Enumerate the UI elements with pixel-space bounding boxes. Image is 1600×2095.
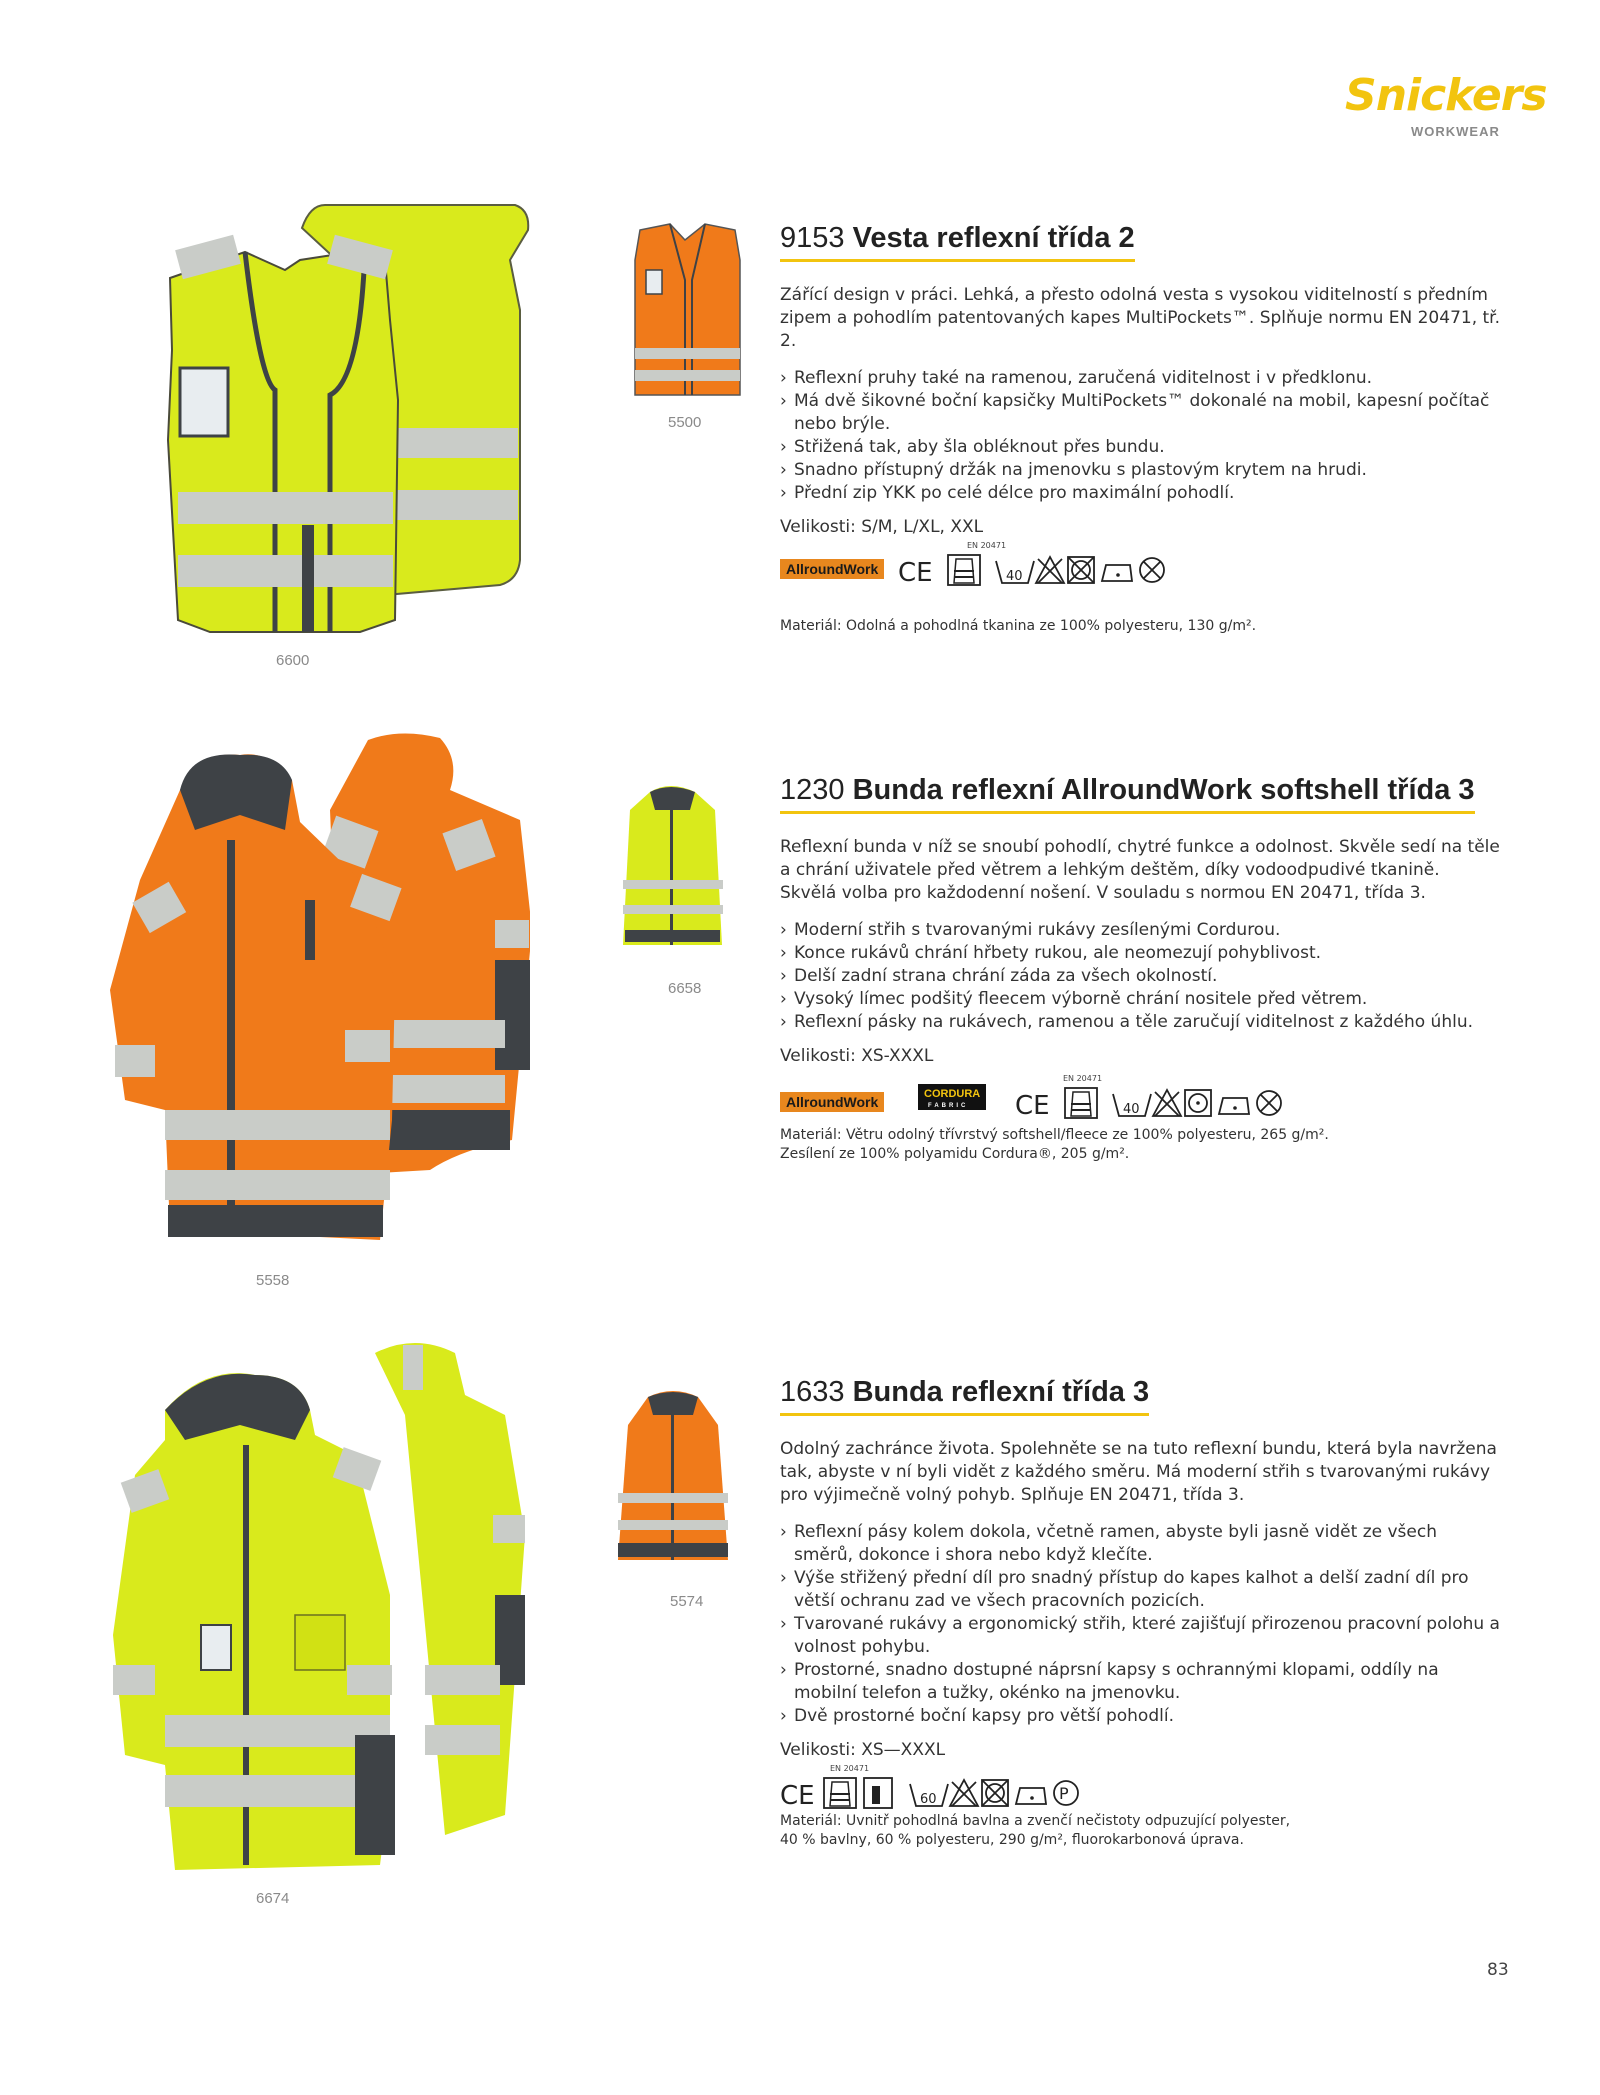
feature-item: › Delší zadní strana chrání záda za všech okolností. [780, 965, 1500, 988]
jacket-back [375, 1343, 525, 1835]
certification-icons [780, 1074, 1500, 1122]
allroundwork-badge: AllroundWork [780, 559, 884, 579]
product-image-vest-thumb [630, 220, 745, 400]
no-bleach-icon [1153, 1090, 1181, 1116]
material-line: Zesílení ze 100% polyamidu Cordura®, 205 g/m². [780, 1146, 1130, 1162]
feature-item: › Reflexní pásky na rukávech, ramenou a těle zaručují viditelnost z každého úhlu. [780, 1011, 1500, 1034]
garment-pictogram-icon [864, 1778, 892, 1808]
snickers-logo [1345, 70, 1547, 145]
no-tumble-dry-icon [982, 1780, 1008, 1806]
product-name: Vesta reflexní třída 2 [852, 222, 1135, 254]
sizes: Velikosti: XS-XXXL [780, 1046, 934, 1066]
feature-item: › Má dvě šikovné boční kapsičky MultiPockets™ dokonalé na mobil, kapesní počítač nebo brýle. [780, 390, 1500, 436]
feature-item: › Snadno přístupný držák na jmenovku s plastovým krytem na hrudi. [780, 459, 1500, 482]
feature-item: › Konce rukávů chrání hřbety rukou, ale neomezují pohyblivost. [780, 942, 1500, 965]
iron-low-icon [1102, 565, 1132, 581]
care-icons [780, 1776, 1140, 1810]
product-description: Odolný zachránce života. Spolehněte se na tuto reflexní bundu, která byla navržena tak, abyste v ní byli vidět z každého směru. Má moderní střih s tvarovanými rukávy pro výjimečně volný pohyb. Splňuje EN 20471, třída 3. [780, 1439, 1497, 1505]
hivis-pictogram-icon [824, 1778, 856, 1808]
jacket-front [113, 1373, 395, 1870]
product-number: 1633 [780, 1376, 845, 1408]
feature-item: › Reflexní pásy kolem dokola, včetně ramen, abyste byli jasně vidět ze všech směrů, dokonce i shora nebo když klečíte. [780, 1521, 1500, 1567]
feature-item: › Vysoký límec podšitý fleecem výborně chrání nositele před větrem. [780, 988, 1500, 1011]
ce-mark-icon: CE [780, 1781, 815, 1810]
feature-item: › Prostorné, snadno dostupné náprsní kapsy s ochrannými klopami, oddíly na mobilní telefon a tužky, okénko na jmenovku. [780, 1659, 1500, 1705]
feature-item: › Moderní střih s tvarovanými rukávy zesílenými Cordurou. [780, 919, 1500, 942]
cordura-badge [918, 1084, 986, 1110]
feature-item: › Dvě prostorné boční kapsy pro větší pohodlí. [780, 1705, 1500, 1728]
feature-item: › Tvarované rukávy a ergonomický střih, které zajišťují přirozenou pracovní polohu a volnost pohybu. [780, 1613, 1500, 1659]
svg-text:P: P [1059, 1784, 1069, 1803]
logo-subtitle: WORKWEAR [1411, 124, 1500, 139]
product-image-softshell-main [100, 730, 530, 1260]
material-line: 40 % bavlny, 60 % polyesteru, 290 g/m², fluorokarbonová úprava. [780, 1832, 1244, 1848]
no-bleach-icon [950, 1780, 978, 1806]
feature-item: › Střižená tak, aby šla obléknout přes bundu. [780, 436, 1500, 459]
care-icons [1015, 1086, 1335, 1120]
iron-low-icon [1016, 1788, 1046, 1804]
product-description: Zářící design v práci. Lehká, a přesto odolná vesta s vysokou viditelností s předním zipem a pohodlím patentovaných kapes MultiPockets™. Splňuje normu EN 20471, tř. 2. [780, 285, 1501, 351]
svg-text:60: 60 [920, 1792, 937, 1807]
svg-text:40: 40 [1006, 569, 1023, 584]
certification-icons [780, 1764, 1500, 1812]
product-number: 9153 [780, 222, 845, 254]
ce-mark-icon: CE [1015, 1091, 1050, 1120]
sizes: Velikosti: S/M, L/XL, XXL [780, 517, 984, 537]
material [780, 1126, 1500, 1164]
no-tumble-dry-icon [1068, 557, 1094, 583]
tumble-dry-low-icon [1185, 1090, 1211, 1116]
product-number: 1230 [780, 774, 845, 806]
cordura-sublabel: FABRIC [928, 1103, 969, 1109]
main-image-code-2: 5558 [256, 1272, 290, 1289]
main-image-code-3: 6674 [256, 1890, 290, 1907]
product-image-jacket-thumb [613, 1385, 733, 1570]
cordura-label: CORDURA [924, 1088, 981, 1100]
page-number: 83 [1487, 1960, 1509, 1980]
product-name: Bunda reflexní třída 3 [852, 1376, 1150, 1408]
feature-list [780, 1521, 1500, 1728]
product-block-1633 [780, 1376, 1500, 1850]
norm-label: EN 20471 [967, 541, 1007, 550]
wash-40-icon [996, 561, 1034, 584]
material [780, 1812, 1500, 1850]
norm-label: EN 20471 [1063, 1074, 1103, 1083]
ce-mark-icon: CE [898, 558, 933, 587]
material: Materiál: Odolná a pohodlná tkanina ze 100% polyesteru, 130 g/m². [780, 618, 1257, 634]
feature-item: › Výše střižený přední díl pro snadný přístup do kapes kalhot a delší zadní díl pro větší ochranu zad ve všech pracovních pozicích. [780, 1567, 1500, 1613]
svg-text:40: 40 [1123, 1102, 1140, 1117]
product-description: Reflexní bunda v níž se snoubí pohodlí, chytré funkce a odolnost. Skvěle sedí na těle a chrání uživatele před větrem a lehkým deštěm, díky vodoodpudivé tkanině. Skvělá volba pro každodenní nošení. V souladu s normou EN 20471, třída 3. [780, 837, 1500, 903]
norm-label: EN 20471 [830, 1764, 870, 1773]
feature-list [780, 367, 1500, 505]
no-dry-clean-icon [1257, 1091, 1281, 1115]
product-image-jacket-main [105, 1335, 525, 1885]
allroundwork-badge: AllroundWork [780, 1092, 884, 1112]
feature-list [780, 919, 1500, 1034]
product-image-softshell-thumb [620, 780, 725, 955]
hivis-pictogram-icon [948, 555, 980, 585]
product-name: Bunda reflexní AllroundWork softshell třída 3 [852, 774, 1475, 806]
feature-item: › Reflexní pruhy také na ramenou, zaručená viditelnost i v předklonu. [780, 367, 1500, 390]
vest-front [168, 235, 398, 632]
dry-clean-p-icon [1054, 1781, 1078, 1805]
certification-icons [780, 541, 1500, 589]
product-title-1230 [780, 774, 1475, 814]
sizes: Velikosti: XS—XXXL [780, 1740, 946, 1760]
product-image-vest-main [150, 200, 540, 640]
product-title-1633 [780, 1376, 1149, 1416]
no-dry-clean-icon [1140, 558, 1164, 582]
logo-wordmark: Snickers [1345, 70, 1547, 121]
care-icons [898, 553, 1218, 587]
wash-60-icon [910, 1784, 948, 1807]
no-bleach-icon [1036, 557, 1064, 583]
product-block-1230 [780, 774, 1500, 1164]
thumb-code-1: 5500 [668, 414, 702, 431]
main-image-code-1: 6600 [276, 652, 310, 669]
material-line: Materiál: Větru odolný třívrstvý softshell/fleece ze 100% polyesteru, 265 g/m². [780, 1127, 1329, 1143]
material-line: Materiál: Uvnitř pohodlná bavlna a zvenčí nečistoty odpuzující polyester, [780, 1813, 1291, 1829]
product-title-9153 [780, 222, 1135, 262]
wash-40-icon [1113, 1094, 1151, 1117]
hivis-pictogram-icon [1065, 1088, 1097, 1118]
thumb-code-2: 6658 [668, 980, 702, 997]
thumb-code-3: 5574 [670, 1593, 704, 1610]
iron-low-icon [1219, 1098, 1249, 1114]
feature-item: › Přední zip YKK po celé délce pro maximální pohodlí. [780, 482, 1500, 505]
product-block-9153 [780, 222, 1500, 636]
